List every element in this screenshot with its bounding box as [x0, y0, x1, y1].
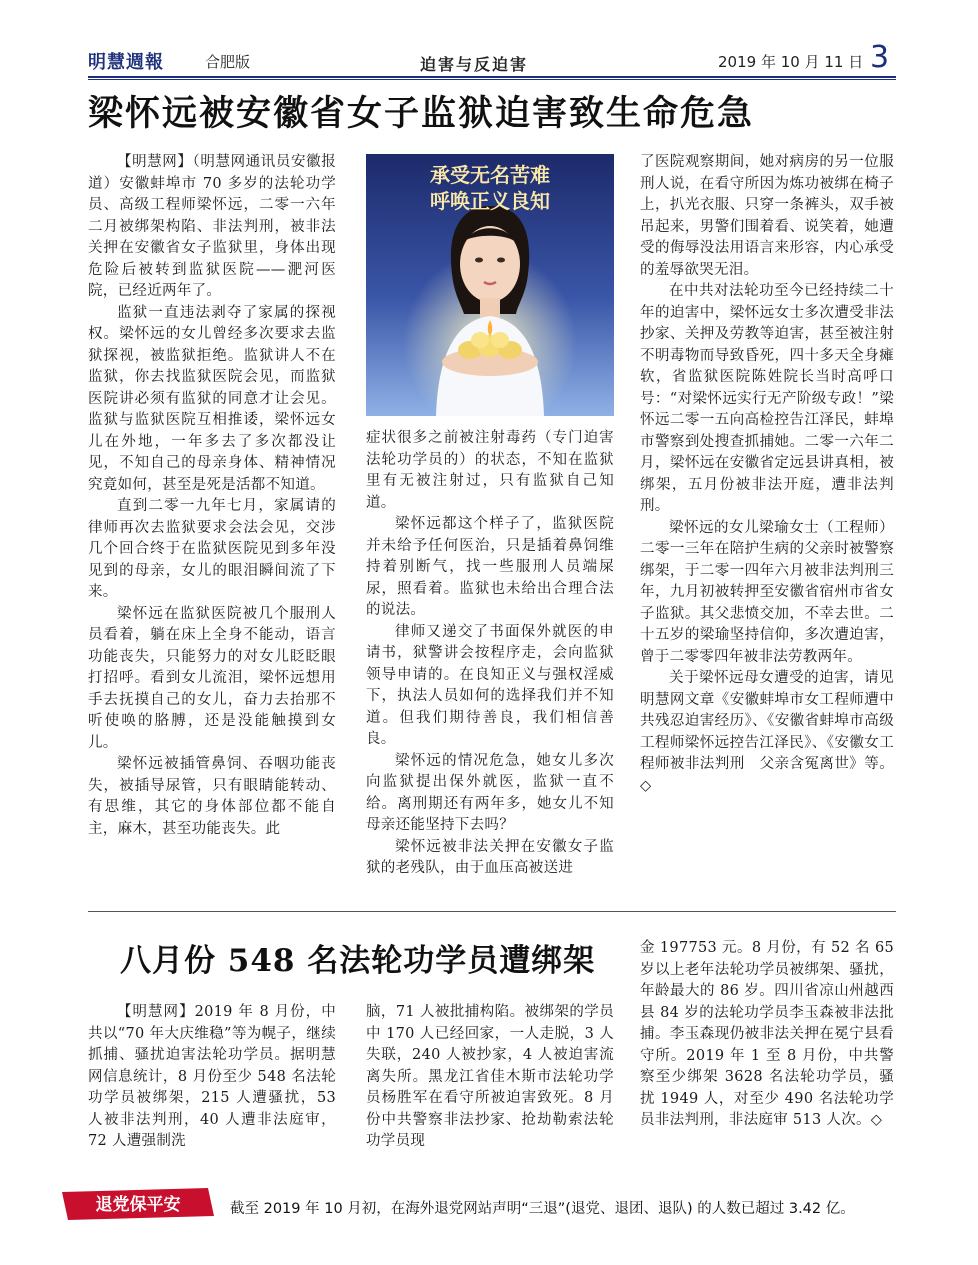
- paper-name: 明慧週報: [88, 52, 164, 73]
- paragraph: 梁怀远的女儿梁瑜女士（工程师）二零一三年在陪护生病的父亲时被警察绑架，于二零一四年六月被非法判刑三年，九月初被转押至安徽省宿州市省女子监狱。其父悲愤交加，不幸去世。二十五岁的梁瑜坚持信仰，多次遭迫害，曾于二零零四年被非法劳教两年。: [640, 519, 894, 665]
- article1-title: 梁怀远被安徽省女子监狱迫害致生命危急: [88, 93, 755, 134]
- section-title: 迫害与反迫害: [420, 55, 529, 74]
- paragraph: 关于梁怀远母女遭受的迫害，请见明慧网文章《安徽蚌埠市女工程师遭中共残忍迫害经历》、《安徽省蚌埠市高级工程师梁怀远控告江泽民》、《安徽女工程师被非法判刑 父亲含冤离世》等。◇: [640, 670, 894, 794]
- paragraph: 梁怀远的情况危急，她女儿多次向监狱提出保外就医，监狱一直不给。离刑期还有两年多，她女儿不知母亲还能坚持下去吗？: [366, 752, 614, 833]
- paragraph: 梁怀远都这个样子了，监狱医院并未给予任何医治，只是插着鼻饲维持着别断气，找一些服刑人员端屎尿，照看着。监狱也未给出合理合法的说法。: [366, 516, 614, 618]
- paragraph: 症状很多之前被注射毒药（专门迫害法轮功学员的）的状态，不知在监狱里有无被注射过，只有监狱自己知道。: [366, 430, 614, 511]
- page-number: 3: [870, 40, 890, 75]
- paragraph: 脑，71 人被批捕构陷。被绑架的学员中 170 人已经回家，一人走脱，3 人失联，240 人被抄家，4 人被迫害流离失所。黑龙江省佳木斯市法轮功学员杨胜军在看守所被迫害致死。8 月份中共警察非法抄家、抢劫勒索法轮功学员现: [366, 1004, 614, 1149]
- paragraph: 【明慧网】2019 年 8 月份，中共以“70 年大庆维稳”等为幌子，继续抓捕、骚扰迫害法轮功学员。据明慧网信息统计，8 月份至少 548 名法轮功学员被绑架，215 人遭骚扰，53 人被非法判刑，40 人遭非法庭审，72 人遭强制洗: [88, 1004, 336, 1149]
- paragraph: 【明慧网】（明慧网通讯员安徽报道）安徽蚌埠市 70 多岁的法轮功学员、高级工程师梁怀远，二零一六年二月被绑架构陷、非法判刑，被非法关押在安徽省女子监狱里，身体出现危险后被转到监狱医院——淝河医院，已经近两年了。: [88, 154, 336, 299]
- header-rule: [88, 76, 896, 78]
- article1-column-1: [88, 152, 336, 840]
- article2-title: 八月份 548 名法轮功学员遭绑架: [120, 943, 596, 979]
- article-separator: [88, 911, 896, 912]
- article1-column-2: [366, 428, 614, 880]
- illustration-caption-2: 呼唤正义良知: [430, 189, 550, 213]
- article2-column-3: [640, 938, 894, 1132]
- paragraph: 梁怀远被非法关押在安徽女子监狱的老残队，由于血压高被送进: [366, 838, 614, 876]
- paragraph: 律师又递交了书面保外就医的申请书，狱警讲会按程序走，会向监狱领导申请的。在良知正义与强权淫威下，执法人员如何的选择我们并不知道。但我们期待善良，我们相信善良。: [366, 623, 614, 747]
- paragraph: 了医院观察期间，她对病房的另一位服刑人说，在看守所因为炼功被绑在椅子上，扒光衣服、只穿一条裤头，双手被吊起来，男警们围着看、说笑着，她遭受的侮辱没法用语言来形容，内心承受的羞辱欲哭无泪。: [640, 154, 894, 278]
- article2-column-1: [88, 1002, 336, 1153]
- woman-holding-lotus-illustration: [366, 154, 614, 416]
- quit-ccp-badge: [58, 1186, 218, 1222]
- article1-column-3: [640, 152, 894, 797]
- badge-text: 退党保平安: [95, 1195, 181, 1215]
- paragraph: 在中共对法轮功至今已经持续二十年的迫害中，梁怀远女士多次遭受非法抄家、关押及劳教等迫害，甚至被注射不明毒物而导致昏死，四十多天全身瘫软，省监狱医院陈姓院长当时高呼口号：“对梁怀远实行无产阶级专政！”梁怀远二零一五向高检控告江泽民，蚌埠市警察到处搜查抓捕她。二零一六年二月，梁怀远在安徽省定远县讲真相，被绑架，五月份被非法开庭，遭非法判刑。: [640, 283, 894, 514]
- edition-label: 合肥版: [205, 53, 251, 71]
- paragraph: 直到二零一九年七月，家属请的律师再次去监狱要求会法会见，交涉几个回合终于在监狱医院见到多年没见到的母亲，女儿的眼泪瞬间流了下来。: [88, 498, 336, 600]
- illustration-caption-1: 承受无名苦难: [430, 163, 550, 187]
- paragraph: 梁怀远在监狱医院被几个服刑人员看着，躺在床上全身不能动，语言功能丧失，只能努力的对女儿眨眨眼打招呼。看到女儿流泪，梁怀远想用手去抚摸自己的女儿，奋力去抬那不听使唤的胳膊，还是没能触摸到女儿。: [88, 605, 336, 751]
- paragraph: 监狱一直违法剥夺了家属的探视权。梁怀远的女儿曾经多次要求去监狱探视，被监狱拒绝。监狱讲人不在监狱，你去找监狱医院会见，而监狱医院讲必须有监狱的同意才让会见。监狱与监狱医院互相推诿，梁怀远女儿在外地，一年多去了多次都没让见，不知自己的母亲身体、精神情况究竟如何，甚至是死是活都不知道。: [88, 304, 336, 493]
- paragraph: 金 197753 元。8 月份，有 52 名 65 岁以上老年法轮功学员被绑架、骚扰，年龄最大的 86 岁。四川省凉山州越西县 84 岁的法轮功学员李玉森被非法批捕。李玉森现仍被非法关押在冕宁县看守所。2019 年 1 至 8 月份，中共警察至少绑架 3628 名法轮功学员，骚扰 1949 人，对至少 490 名法轮功学员非法判刑，非法庭审 513 人次。◇: [640, 940, 894, 1128]
- issue-date: 2019 年 10 月 11 日: [718, 53, 864, 71]
- header-rule-thin: [88, 79, 896, 80]
- article2-column-2: [366, 1002, 614, 1153]
- article1-illustration: [366, 154, 614, 416]
- footer-notice: 截至 2019 年 10 月初，在海外退党网站声明“三退”(退党、退团、退队) 的人数已超过 3.42 亿。: [230, 1201, 855, 1217]
- paragraph: 梁怀远被插管鼻饲、吞咽功能丧失，被插导尿管，只有眼睛能转动、有思维，其它的身体部位都不能自主，麻木，甚至功能丧失。此: [88, 756, 336, 837]
